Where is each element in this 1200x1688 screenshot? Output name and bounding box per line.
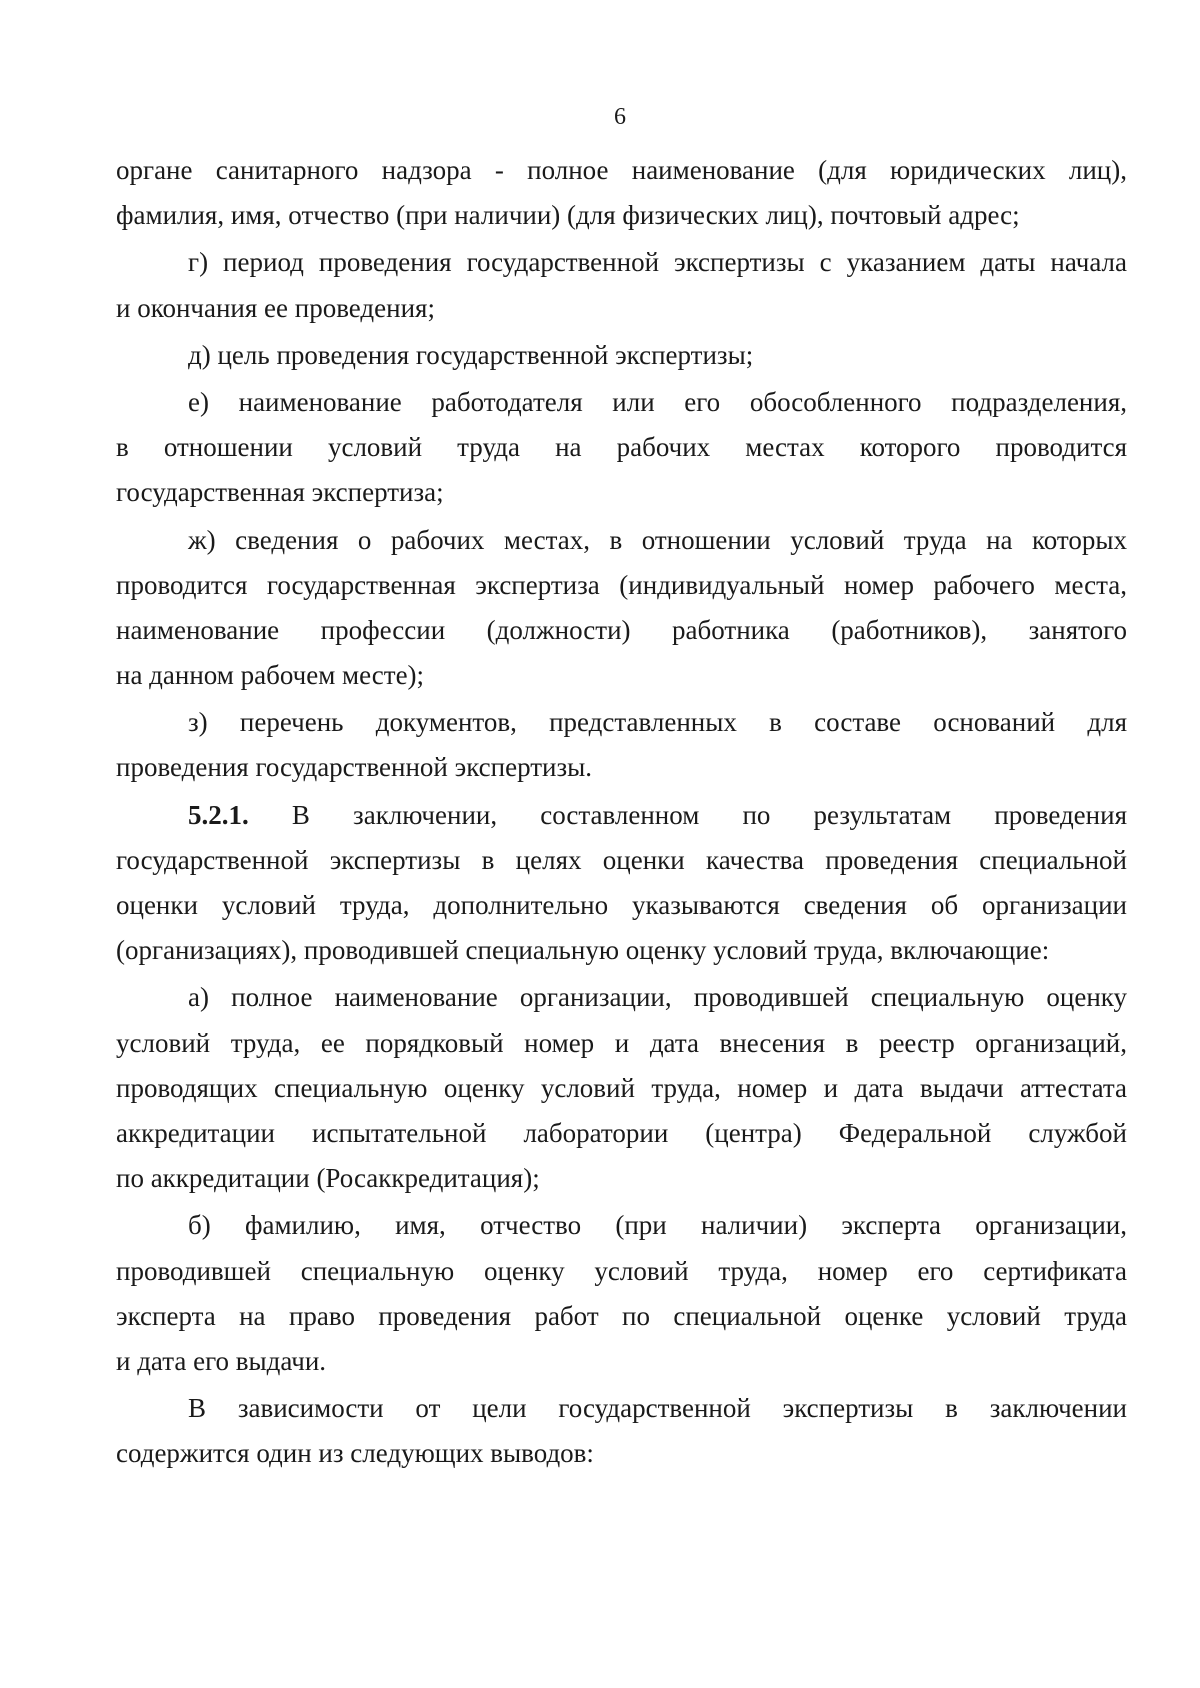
text-line: аккредитации испытательной лаборатории (центра) Федеральной службой — [116, 1117, 1127, 1148]
paragraph — [116, 240, 1127, 330]
text-line: оценки условий труда, дополнительно указываются сведения об организации — [116, 890, 1127, 920]
text-line: а) полное наименование организации, проводившей специальную оценку — [188, 982, 1127, 1013]
document-body — [116, 148, 1127, 1478]
text-line: д) цель проведения государственной экспертизы; — [188, 339, 754, 370]
text-line: условий труда, ее порядковый номер и дата внесения в реестр организаций, — [116, 1027, 1127, 1058]
text-line: и окончания ее проведения; — [116, 292, 435, 323]
text-line: и дата его выдачи. — [116, 1345, 327, 1376]
text-line: б) фамилию, имя, отчество (при наличии) эксперта организации, — [188, 1210, 1127, 1241]
text-line: з) перечень документов, представленных в составе оснований для — [188, 707, 1127, 738]
text-line: в отношении условий труда на рабочих местах которого проводится — [116, 432, 1127, 463]
section-number: 5.2.1. — [188, 799, 249, 830]
paragraph — [116, 148, 1127, 238]
text-line: проводившей специальную оценку условий труда, номер его сертификата — [116, 1255, 1127, 1286]
text-line: на данном рабочем месте); — [116, 660, 425, 691]
text-line: органе санитарного надзора - полное наименование (для юридических лиц), — [116, 155, 1127, 185]
paragraph — [116, 380, 1127, 516]
paragraph-section-5-2-1 — [116, 793, 1127, 974]
page-number: 6 — [614, 104, 626, 130]
text-line: наименование профессии (должности) работника (работников), занятого — [116, 614, 1127, 645]
text-line: фамилия, имя, отчество (при наличии) (для физических лиц), почтовый адрес; — [116, 200, 1020, 231]
text-line: ж) сведения о рабочих местах, в отношении условий труда на которых — [188, 524, 1127, 555]
text-line: В зависимости от цели государственной экспертизы в заключении — [188, 1393, 1127, 1424]
text-line: эксперта на право проведения работ по специальной оценке условий труда — [116, 1300, 1127, 1331]
text-fragment: В заключении, составленном по результатам проведения — [248, 799, 1127, 830]
text-line: содержится один из следующих выводов: — [116, 1438, 594, 1469]
paragraph — [116, 1203, 1127, 1384]
text-line: г) период проведения государственной экспертизы с указанием даты начала — [188, 247, 1127, 278]
text-line: государственной экспертизы в целях оценки качества проведения специальной — [116, 844, 1127, 875]
text-line — [116, 793, 1127, 838]
paragraph — [116, 333, 1127, 378]
text-line: проведения государственной экспертизы. — [116, 752, 593, 783]
paragraph — [116, 975, 1127, 1201]
text-line: по аккредитации (Росаккредитация); — [116, 1163, 540, 1194]
paragraph — [116, 700, 1127, 790]
text-line: (организациях), проводившей специальную оценку условий труда, включающие: — [116, 935, 1050, 966]
text-line: проводящих специальную оценку условий труда, номер и дата выдачи аттестата — [116, 1072, 1127, 1103]
text-line: е) наименование работодателя или его обособленного подразделения, — [188, 386, 1127, 417]
paragraph — [116, 518, 1127, 699]
text-line: проводится государственная экспертиза (индивидуальный номер рабочего места, — [116, 569, 1127, 600]
text-line: государственная экспертиза; — [116, 477, 444, 508]
paragraph — [116, 1386, 1127, 1476]
